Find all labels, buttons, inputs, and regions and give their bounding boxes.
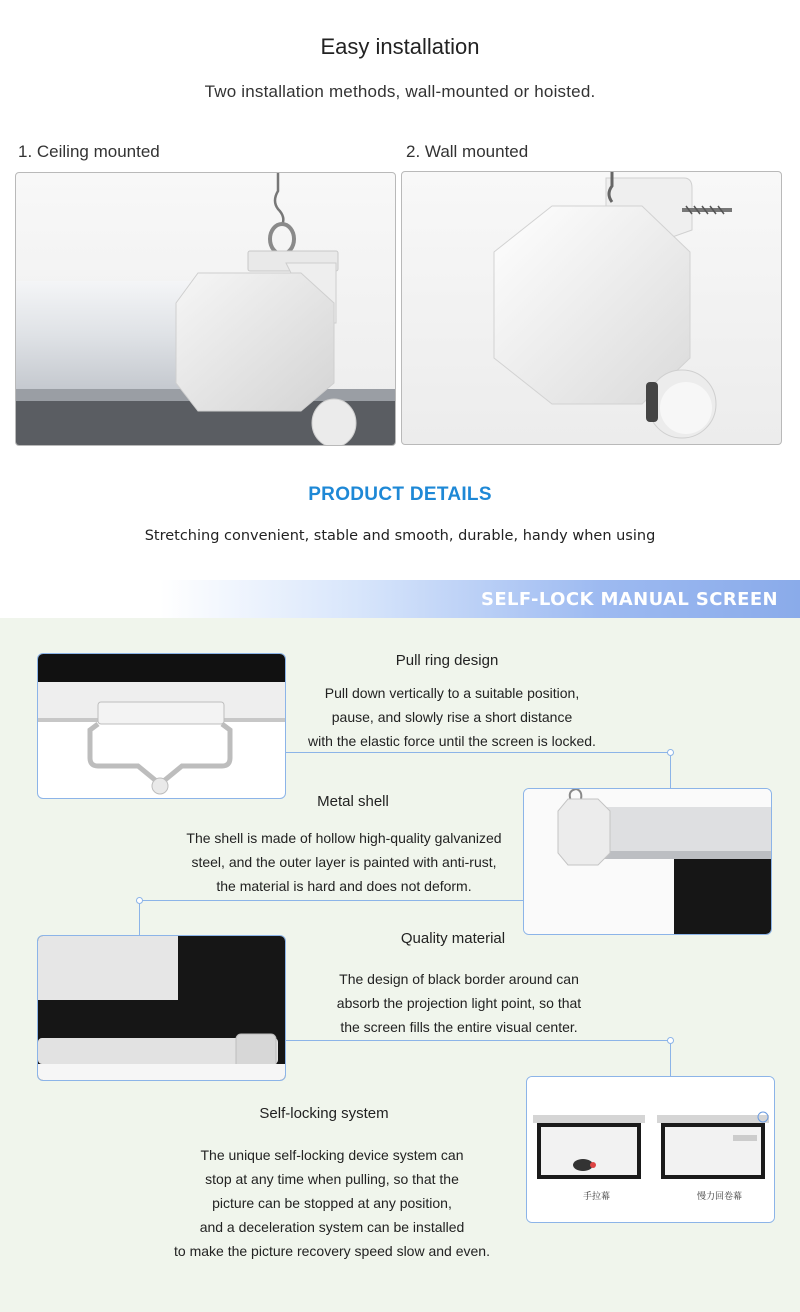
slow-retract-caption: 慢力回卷幕 <box>697 1192 743 1202</box>
desc-line: The unique self-locking device system can <box>200 1147 464 1163</box>
feature-desc-pull-ring <box>286 681 618 753</box>
connector-line <box>139 904 140 935</box>
desc-line: and a deceleration system can be installed <box>199 1219 465 1235</box>
metal-shell-image <box>523 788 772 935</box>
desc-line: to make the picture recovery speed slow and even. <box>174 1243 490 1259</box>
desc-line: absorb the projection light point, so that <box>336 995 582 1011</box>
ceiling-mounted-label: 1. Ceiling mounted <box>18 142 160 161</box>
feature-desc-quality-material <box>300 967 618 1039</box>
connector-dot <box>667 749 674 756</box>
desc-line: Pull down vertically to a suitable position, <box>324 685 580 701</box>
feature-desc-metal-shell <box>170 826 518 898</box>
connector-line <box>286 752 670 753</box>
desc-line: the material is hard and does not deform. <box>216 878 472 894</box>
feature-title-pull-ring: Pull ring design <box>395 652 499 669</box>
banner-label: SELF-LOCK MANUAL SCREEN <box>480 589 778 610</box>
section-banner <box>0 580 800 618</box>
feature-title-self-locking: Self-locking system <box>259 1105 389 1122</box>
section-subtitle: Two installation methods, wall-mounted or hoisted. <box>204 82 596 101</box>
product-details-subtitle: Stretching convenient, stable and smooth, durable, handy when using <box>144 528 656 544</box>
ceiling-mount-illustration <box>16 173 396 446</box>
connector-dot <box>667 1037 674 1044</box>
desc-line: with the elastic force until the screen is locked. <box>308 733 596 749</box>
metal-shell-illustration <box>524 789 772 935</box>
connector-dot <box>136 897 143 904</box>
desc-line: picture can be stopped at any position, <box>212 1195 452 1211</box>
wall-mounted-label: 2. Wall mounted <box>406 142 529 161</box>
wall-mount-illustration <box>402 172 782 445</box>
wall-mounted-photo <box>401 171 782 445</box>
feature-desc-self-locking <box>150 1143 514 1263</box>
self-locking-image <box>526 1076 775 1223</box>
quality-material-image <box>37 935 286 1081</box>
desc-line: The design of black border around can <box>339 971 579 987</box>
connector-line <box>670 1044 671 1076</box>
section-title: Easy installation <box>320 34 480 59</box>
product-details-title: PRODUCT DETAILS <box>308 484 492 505</box>
connector-line <box>286 1040 670 1041</box>
quality-material-illustration <box>38 936 286 1081</box>
pull-ring-image <box>37 653 286 799</box>
desc-line: the screen fills the entire visual center. <box>340 1019 578 1035</box>
feature-title-metal-shell: Metal shell <box>317 793 389 810</box>
manual-screen-caption: 手拉幕 <box>583 1192 611 1202</box>
connector-line <box>670 756 671 789</box>
desc-line: stop at any time when pulling, so that the <box>205 1171 459 1187</box>
pull-ring-illustration <box>38 654 286 799</box>
desc-line: steel, and the outer layer is painted with anti-rust, <box>191 854 497 870</box>
desc-line: pause, and slowly rise a short distance <box>331 709 573 725</box>
connector-line <box>139 900 523 901</box>
feature-title-quality-material: Quality material <box>400 930 506 947</box>
desc-line: The shell is made of hollow high-quality galvanized <box>186 830 502 846</box>
ceiling-mounted-photo <box>15 172 396 446</box>
